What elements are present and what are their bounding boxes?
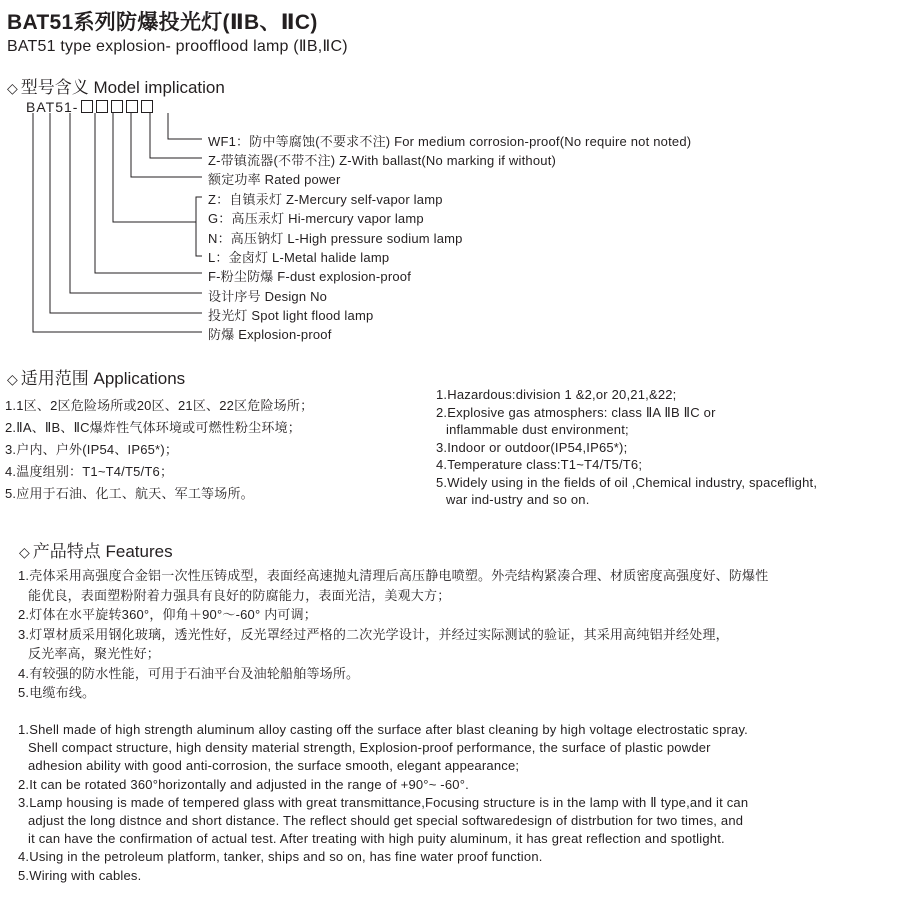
list-item: 4.Temperature class:T1~T4/T5/T6; bbox=[436, 457, 643, 472]
list-item: 3.户内、户外(IP54、IP65*)； bbox=[5, 442, 179, 457]
tree-line-ballast bbox=[150, 113, 202, 158]
list-item: it can have the confirmation of actual test. After treating with high puity aluminum, it has great reflection and spotlight. bbox=[28, 831, 725, 847]
tree-line-flood bbox=[50, 113, 202, 313]
diamond-icon: ◇ bbox=[19, 545, 30, 561]
list-item: war ind-ustry and so on. bbox=[446, 492, 590, 507]
list-item: Shell compact structure, high density material strength, Explosion-proof performance, the surface of plastic powder bbox=[28, 740, 711, 756]
model-def-item: L：金卤灯 L-Metal halide lamp bbox=[208, 250, 390, 265]
list-item: adhesion ability with good anti-corrosion, the surface smooth, elegant appearance; bbox=[28, 758, 520, 774]
list-item: 5.Wiring with cables. bbox=[18, 867, 142, 883]
model-def-item: 额定功率 Rated power bbox=[208, 172, 341, 187]
page-title: BAT51系列防爆投光灯(ⅡB、ⅡC) bbox=[7, 11, 318, 34]
list-item: 4.温度组别：T1~T4/T5/T6； bbox=[5, 464, 174, 479]
model-def-item: Z-带镇流器(不带不注) Z-With ballast(No marking if without) bbox=[208, 153, 557, 168]
list-item: adjust the long distnce and short distance. The reflect should get special softwaredesign of distrbution for two times, and bbox=[28, 813, 744, 829]
applications-section-heading bbox=[7, 364, 185, 389]
list-item: 4.有较强的防水性能，可用于石油平台及油轮船舶等场所。 bbox=[18, 665, 360, 681]
list-item: 2.Explosive gas atmosphers: class ⅡA ⅡB ⅡC or bbox=[436, 404, 716, 420]
applications-heading-text: 适用范围 Applications bbox=[20, 369, 186, 388]
list-item: 4.Using in the petroleum platform, tanker, ships and so on, has fine water proof function. bbox=[18, 849, 543, 865]
tree-line-power bbox=[131, 113, 202, 177]
model-def-item: 设计序号 Design No bbox=[208, 289, 328, 304]
model-def-item: 投光灯 Spot light flood lamp bbox=[208, 308, 374, 323]
applications-cn-list bbox=[5, 395, 313, 505]
page-subtitle: BAT51 type explosion- proofflood lamp (ⅡB,ⅡC) bbox=[7, 38, 348, 55]
list-item: 1.Hazardous:division 1 &2,or 20,21,&22; bbox=[436, 387, 677, 402]
list-item: 1.1区、2区危险场所或20区、21区、22区危险场所； bbox=[5, 398, 314, 413]
list-item: 反光率高，聚光性好； bbox=[28, 646, 161, 661]
diamond-icon: ◇ bbox=[7, 372, 18, 388]
tree-line-lamp-type bbox=[113, 113, 196, 222]
list-item: 5.电缆布线。 bbox=[18, 685, 96, 700]
tree-line-dust bbox=[95, 113, 202, 273]
model-heading-text: 型号含义 Model implication bbox=[20, 78, 225, 97]
model-def-item: Z：自镇汞灯 Z-Mercury self-vapor lamp bbox=[208, 192, 443, 207]
applications-en-list bbox=[436, 386, 817, 509]
list-item: 3.Indoor or outdoor(IP54,IP65*); bbox=[436, 439, 628, 455]
list-item: 1.Shell made of high strength aluminum alloy casting off the surface after blast cleaning by high voltage electrostatic spray. bbox=[18, 722, 748, 737]
model-def-item: N：高压钠灯 L-High pressure sodium lamp bbox=[208, 231, 463, 246]
list-item: 2.ⅡA、ⅡB、ⅡC爆炸性气体环境或可燃性粉尘环境； bbox=[5, 420, 301, 435]
model-def-item: WF1：防中等腐蚀(不要求不注) For medium corrosion-proof(No require not noted) bbox=[208, 134, 692, 149]
list-item: 能优良，表面塑粉附着力强具有良好的防腐能力，表面光洁，美观大方； bbox=[28, 587, 451, 603]
list-item: 5.应用于石油、化工、航天、军工等场所。 bbox=[5, 486, 254, 501]
features-cn-list bbox=[18, 566, 768, 703]
model-def-item: G：高压汞灯 Hi-mercury vapor lamp bbox=[208, 211, 424, 226]
model-code-text: BAT51- bbox=[26, 99, 79, 115]
list-item: 5.Widely using in the fields of oil ,Chemical industry, spaceflight, bbox=[436, 474, 818, 490]
tree-line-design bbox=[70, 113, 202, 293]
tree-line-wf1 bbox=[168, 113, 202, 139]
features-heading-text: 产品特点 Features bbox=[32, 542, 173, 561]
list-item: 2.It can be rotated 360°horizontally and adjusted in the range of +90°~ -60°. bbox=[18, 776, 469, 792]
model-tree-lines bbox=[0, 0, 900, 340]
list-item: 3.灯罩材质采用钢化玻璃，透光性好，反光罩经过严格的二次光学设计，并经过实际测试的验证，其采用高纯铝并经处理， bbox=[18, 626, 729, 642]
features-en-list bbox=[18, 721, 748, 885]
diamond-icon: ◇ bbox=[7, 81, 18, 97]
tree-line-lamp-bracket bbox=[196, 197, 202, 256]
features-section-heading bbox=[19, 537, 173, 562]
model-def-item: F-粉尘防爆 F-dust explosion-proof bbox=[208, 269, 412, 284]
list-item: inflammable dust environment; bbox=[446, 422, 629, 437]
list-item: 1.壳体采用高强度合金铝一次性压铸成型，表面经高速抛丸清理后高压静电喷塑。外壳结构紧凑合理、材质密度高强度好、防爆性 bbox=[18, 568, 769, 583]
list-item: 3.Lamp housing is made of tempered glass with great transmittance,Focusing structure is in the lamp with Ⅱ type,and it can bbox=[18, 794, 749, 810]
list-item: 2.灯体在水平旋转360°，仰角＋90°～-60° 内可调； bbox=[18, 607, 317, 622]
model-def-item: 防爆 Explosion-proof bbox=[208, 327, 332, 342]
